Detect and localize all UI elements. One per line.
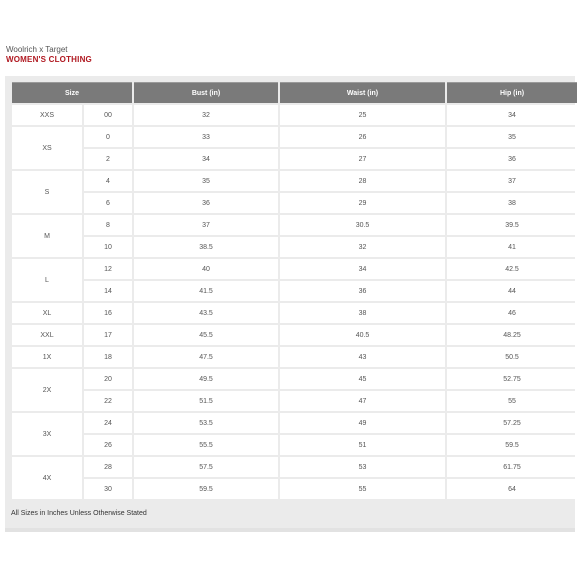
hip-cell: 41	[447, 237, 577, 257]
size-number-cell: 26	[84, 435, 132, 455]
table-row	[12, 347, 577, 367]
waist-cell: 43	[280, 347, 445, 367]
size-label-cell: M	[12, 215, 82, 257]
size-number-cell: 20	[84, 369, 132, 389]
size-label-cell: XS	[12, 127, 82, 169]
size-label-cell: 1X	[12, 347, 82, 367]
bust-cell: 38.5	[134, 237, 278, 257]
hip-cell: 38	[447, 193, 577, 213]
size-number-cell: 24	[84, 413, 132, 433]
waist-cell: 40.5	[280, 325, 445, 345]
table-row	[12, 193, 577, 213]
table-row	[12, 281, 577, 301]
size-label-cell: 3X	[12, 413, 82, 455]
bust-cell: 35	[134, 171, 278, 191]
bust-cell: 53.5	[134, 413, 278, 433]
table-row	[12, 259, 577, 279]
size-label-cell: XXL	[12, 325, 82, 345]
hip-cell: 61.75	[447, 457, 577, 477]
size-number-cell: 30	[84, 479, 132, 499]
size-chart	[5, 76, 575, 532]
table-row	[12, 369, 577, 389]
waist-cell: 27	[280, 149, 445, 169]
hip-cell: 34	[447, 105, 577, 125]
waist-cell: 30.5	[280, 215, 445, 235]
table-row	[12, 215, 577, 235]
size-number-cell: 18	[84, 347, 132, 367]
hip-cell: 64	[447, 479, 577, 499]
waist-cell: 32	[280, 237, 445, 257]
chart-bottom-strip	[5, 528, 575, 532]
header-size: Size	[12, 82, 132, 103]
table-row	[12, 479, 577, 499]
waist-cell: 45	[280, 369, 445, 389]
waist-cell: 55	[280, 479, 445, 499]
size-number-cell: 10	[84, 237, 132, 257]
header-waist: Waist (in)	[280, 82, 445, 103]
bust-cell: 59.5	[134, 479, 278, 499]
size-label-cell: 4X	[12, 457, 82, 499]
size-number-cell: 17	[84, 325, 132, 345]
brand-label: Woolrich x Target	[6, 45, 68, 54]
size-label-cell: 2X	[12, 369, 82, 411]
size-number-cell: 28	[84, 457, 132, 477]
bust-cell: 40	[134, 259, 278, 279]
size-number-cell: 0	[84, 127, 132, 147]
bust-cell: 34	[134, 149, 278, 169]
size-label-cell: S	[12, 171, 82, 213]
size-number-cell: 4	[84, 171, 132, 191]
size-label-cell: XXS	[12, 105, 82, 125]
hip-cell: 39.5	[447, 215, 577, 235]
waist-cell: 28	[280, 171, 445, 191]
table-row	[12, 391, 577, 411]
bust-cell: 47.5	[134, 347, 278, 367]
hip-cell: 42.5	[447, 259, 577, 279]
waist-cell: 49	[280, 413, 445, 433]
table-row	[12, 171, 577, 191]
bust-cell: 33	[134, 127, 278, 147]
table-row	[12, 127, 577, 147]
hip-cell: 46	[447, 303, 577, 323]
waist-cell: 29	[280, 193, 445, 213]
hip-cell: 37	[447, 171, 577, 191]
bust-cell: 43.5	[134, 303, 278, 323]
footnote: All Sizes in Inches Unless Otherwise Stated	[11, 510, 147, 517]
hip-cell: 59.5	[447, 435, 577, 455]
section-title: WOMEN'S CLOTHING	[6, 55, 92, 64]
header-hip: Hip (in)	[447, 82, 577, 103]
bust-cell: 41.5	[134, 281, 278, 301]
hip-cell: 44	[447, 281, 577, 301]
table-row	[12, 237, 577, 257]
size-number-cell: 2	[84, 149, 132, 169]
table-body	[12, 105, 577, 499]
size-table	[10, 80, 579, 501]
bust-cell: 36	[134, 193, 278, 213]
table-row	[12, 325, 577, 345]
table-row	[12, 303, 577, 323]
hip-cell: 36	[447, 149, 577, 169]
size-number-cell: 12	[84, 259, 132, 279]
hip-cell: 50.5	[447, 347, 577, 367]
bust-cell: 55.5	[134, 435, 278, 455]
waist-cell: 38	[280, 303, 445, 323]
hip-cell: 48.25	[447, 325, 577, 345]
hip-cell: 35	[447, 127, 577, 147]
hip-cell: 55	[447, 391, 577, 411]
waist-cell: 47	[280, 391, 445, 411]
bust-cell: 57.5	[134, 457, 278, 477]
table-header-row	[12, 82, 577, 103]
size-number-cell: 16	[84, 303, 132, 323]
size-number-cell: 22	[84, 391, 132, 411]
hip-cell: 57.25	[447, 413, 577, 433]
size-label-cell: XL	[12, 303, 82, 323]
header-bust: Bust (in)	[134, 82, 278, 103]
size-number-cell: 8	[84, 215, 132, 235]
bust-cell: 37	[134, 215, 278, 235]
table-row	[12, 457, 577, 477]
hip-cell: 52.75	[447, 369, 577, 389]
size-number-cell: 6	[84, 193, 132, 213]
waist-cell: 36	[280, 281, 445, 301]
size-label-cell: L	[12, 259, 82, 301]
bust-cell: 49.5	[134, 369, 278, 389]
waist-cell: 26	[280, 127, 445, 147]
size-number-cell: 14	[84, 281, 132, 301]
table-row	[12, 413, 577, 433]
waist-cell: 53	[280, 457, 445, 477]
bust-cell: 51.5	[134, 391, 278, 411]
bust-cell: 32	[134, 105, 278, 125]
bust-cell: 45.5	[134, 325, 278, 345]
waist-cell: 51	[280, 435, 445, 455]
waist-cell: 34	[280, 259, 445, 279]
table-row	[12, 435, 577, 455]
size-number-cell: 00	[84, 105, 132, 125]
table-row	[12, 149, 577, 169]
waist-cell: 25	[280, 105, 445, 125]
table-row	[12, 105, 577, 125]
